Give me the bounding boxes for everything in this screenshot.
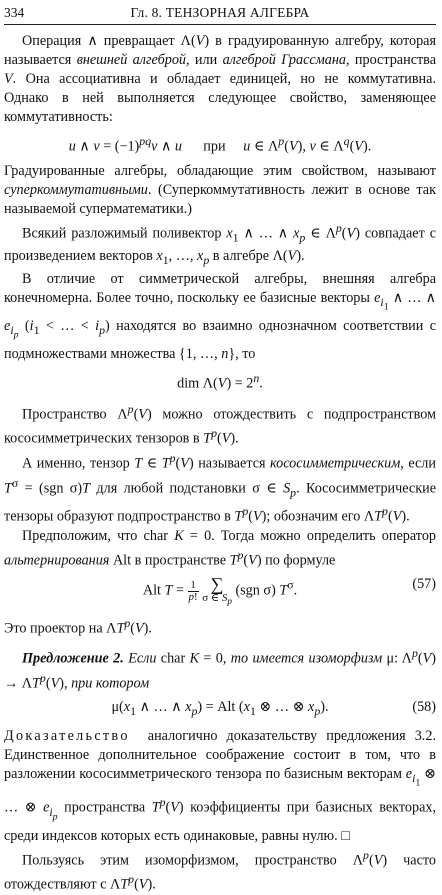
proposition: Предложение 2. Если char K = 0, то имеется изоморфизм μ: $\Lambda^p(V) \to \Lambda T^p(V)$, при котором bbox=[4, 646, 436, 692]
paragraph: Предположим, что char K = 0. Тогда можно определить оператор альтернирования Alt в пространстве $T^p(V)$ по формуле bbox=[4, 527, 437, 569]
running-title: Гл. 8. ТЕНЗОРНАЯ АЛГЕБРА bbox=[130, 5, 310, 20]
proof: Доказательство аналогично доказательству предложения 3.2. Единственное дополнительное соображение состоит в том, что в разложении кососимметрического тензора по базисным векторам $e_{i_1}$ ⊗ … ⊗ $e_{i_p}$ пространства $T^p(V)$ коэффициенты при базисных векторах, среди индексов которых есть одинаковые, равны нулю. □ bbox=[4, 728, 437, 844]
paragraph: Пространство $\Lambda^p(V)$ можно отождествить с подпространством кососимметрических тензоров в $T^p(V)$. bbox=[4, 401, 437, 448]
proof-label: Доказательство bbox=[4, 728, 130, 745]
paragraph: Всякий разложимый поливектор $x_1$ ∧ … ∧ $x_p$ ∈ $\Lambda^p(V)$ совпадает с произведением векторов $x_1$, …, $x_p$ в алгебре Λ(V). bbox=[4, 220, 436, 268]
equation: dim $\Lambda(V) = 2^n$. bbox=[177, 371, 263, 392]
equation: u ∧ $v = (-1)^{pq}v$ ∧ u при u ∈ $\Lambda^p(V)$, v ∈ $\Lambda^q(V)$. bbox=[68, 133, 372, 155]
equation-number: (57) bbox=[412, 576, 436, 593]
equation: Alt $T = \frac{1}{p!}$ ∑ σ ∈ $S_p$ (sgn σ) $T^\sigma$. (57) bbox=[142, 574, 436, 607]
paragraph: Пользуясь этим изоморфизмом, пространство $\Lambda^p(V)$ часто отождествляют с $\Lambda T^p(V)$. bbox=[4, 847, 436, 894]
page-body bbox=[4, 32, 437, 894]
paragraph: В отличие от симметрической алгебры, внешняя алгебра конечномерна. Более точно, поскольку ее базисные векторы $e_{i_1}$ ∧ … ∧ $e_{i_p}$ ($i_1$ < … < $i_p$) находятся во взаимно однозначном соответствии с подмножествами множества {1, …, n}, то bbox=[4, 271, 436, 363]
proposition-label: Предложение 2. bbox=[22, 650, 124, 667]
paragraph: Градуированные алгебры, обладающие этим свойством, называют суперкоммутативными. (Суперкоммутативность лежит в основе так называемой суперматематики.) bbox=[4, 163, 436, 217]
paragraph: Операция ∧ превращает Λ(V) в градуированную алгебру, которая называется внешней алгеброй, или алгеброй Грассмана, пространства V. Она ассоциативна и обладает единицей, но не коммутативна. Однако в ней выполняется следующее свойство, заменяющее коммутативность: bbox=[4, 33, 436, 125]
page-number: 334 bbox=[4, 5, 25, 20]
paragraph: Это проектор на $\Lambda T^p(V)$. bbox=[4, 615, 152, 637]
page-header bbox=[4, 2, 436, 25]
paragraph: А именно, тензор T ∈ $T^p(V)$ называется кососимметрическим, если $T^\sigma = (sgn$ σ)T для любой подстановки σ ∈ $S_p$. Кососимметрические тензоры образуют подпространство в $T^p(V)$; обозначим его $\Lambda T^p(V)$. bbox=[4, 451, 436, 525]
equation: $\mu(x_1$ ∧ … ∧ $x_p$) = Alt ($x_1$ ⊗ … ⊗ $x_p$). (58) bbox=[111, 699, 436, 719]
equation-number: (58) bbox=[412, 699, 436, 716]
